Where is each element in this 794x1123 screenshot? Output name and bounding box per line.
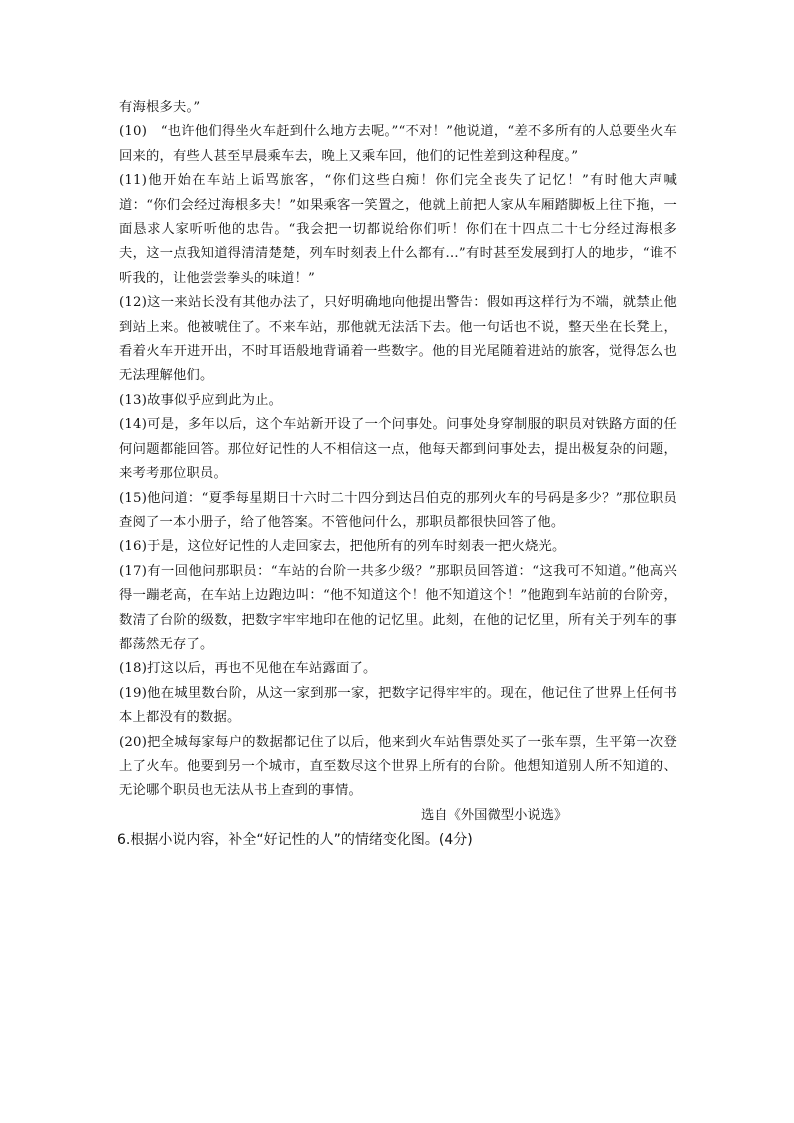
paragraph-16: (16)于是，这位好记性的人走回家去，把他所有的列车时刻表一把火烧光。: [119, 539, 566, 555]
paragraph-17: (17)有一回他问那职员：“车站的台阶一共多少级？”那职员回答道：“这我可不知道。”他高兴得一蹦老高，在车站上边跑边叫：“他不知道这个！他不知道这个！”他跑到车站前的台阶旁，数清了台阶的级数，把数字牢牢地印在他的记忆里。此刻，在他的记忆里，所有关于列车的事都荡然无存了。: [119, 563, 677, 652]
paragraph-13: (13)故事似乎应到此为止。: [119, 392, 283, 408]
paragraph-12: (12)这一来站长没有其他办法了，只好明确地向他提出警告：假如再这样行为不端，就禁止他到站上来。他被唬住了。不来车站，那他就无法活下去。他一句话也不说，整天坐在长凳上，看着火车开进开出，不时耳语般地背诵着一些数字。他的目光尾随着进站的旅客，觉得怎么也无法理解他们。: [119, 295, 677, 384]
paragraph-11: (11)他开始在车站上诟骂旅客，“你们这些白痴！你们完全丧失了记忆！”有时他大声喊道：“你们会经过海根多夫！”如果乘客一笑置之，他就上前把人家从车厢踏脚板上往下拖，一面恳求人家听听他的忠告。“我会把一切都说给你们听！你们在十四点二十七分经过海根多夫，这一点我知道得清清楚楚，列车时刻表上什么都有…”有时甚至发展到打人的地步，“谁不听我的，让他尝尝拳头的味道！”: [119, 173, 677, 286]
paragraph-15: (15)他问道：“夏季每星期日十六时二十四分到达吕伯克的那列火车的号码是多少？”那位职员查阅了一本小册子，给了他答案。不管他问什么，那职员都很快回答了他。: [119, 490, 677, 530]
source-citation: 选自《外国微型小说选》: [421, 807, 568, 823]
paragraph-10: (10) “也许他们得坐火车赶到什么地方去呢。”“不对！”他说道，“差不多所有的人总要坐火车回来的，有些人甚至早晨乘车去，晚上又乘车回，他们的记性差到这种程度。”: [119, 124, 677, 164]
document-page: [119, 96, 677, 852]
question-6: 6.根据小说内容，补全“好记性的人”的情绪变化图。(4分): [117, 831, 473, 848]
paragraph-18: (18)打这以后，再也不见他在车站露面了。: [119, 661, 377, 677]
paragraph-19: (19)他在城里数台阶，从这一家到那一家，把数字记得牢牢的。现在，他记住了世界上任何书本上都没有的数据。: [119, 685, 677, 726]
paragraph-20: (20)把全城每家每户的数据都记住了以后，他来到火车站售票处买了一张车票，生平第一次登上了火车。他要到另一个城市，直至数尽这个世界上所有的台阶。他想知道别人所不知道的、无论哪个职员也无法从书上查到的事情。: [119, 734, 677, 799]
paragraph-9-tail: 有海根多夫。”: [119, 100, 201, 115]
paragraph-14: (14)可是，多年以后，这个车站新开设了一个问事处。问事处身穿制服的职员对铁路方面的任何问题都能回答。那位好记性的人不相信这一点，他每天都到问事处去，提出极复杂的问题，来考考那位职员。: [119, 417, 677, 482]
